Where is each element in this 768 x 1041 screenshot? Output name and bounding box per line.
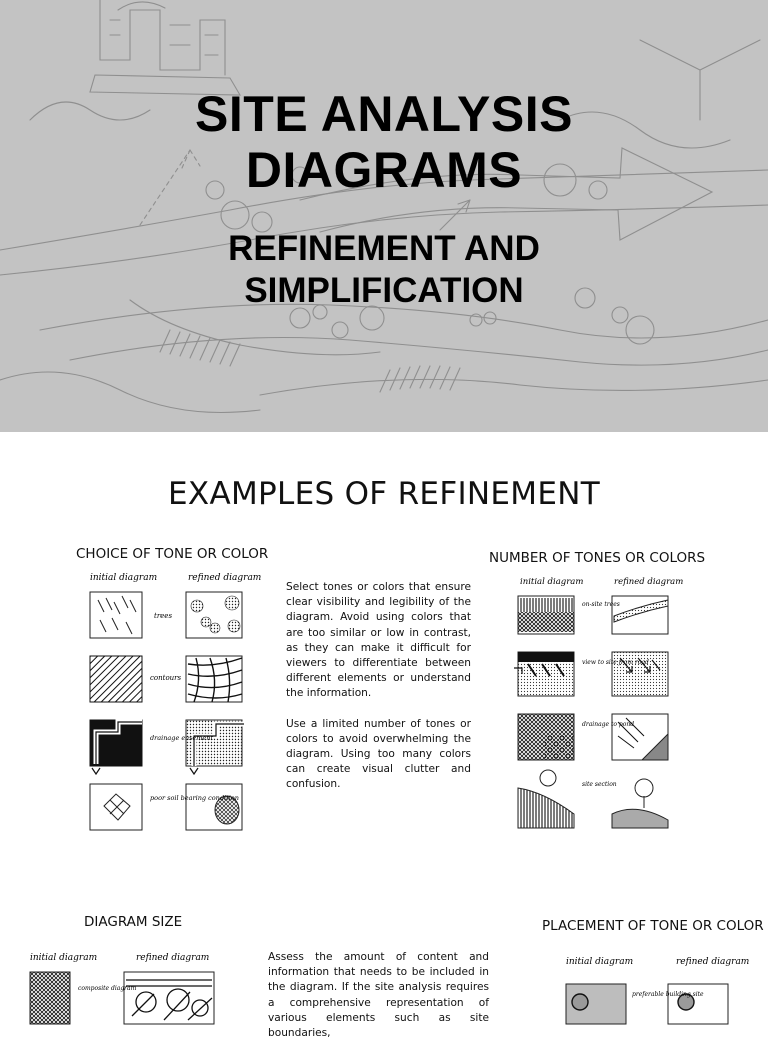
tone-number-refined-label: refined diagram <box>614 577 684 587</box>
diagram-size-initial-label: initial diagram <box>30 953 98 963</box>
cover-title-line-2: DIAGRAMS <box>245 142 523 198</box>
placement-initial-label: initial diagram <box>566 957 634 967</box>
label-composite: composite diagram <box>78 985 137 992</box>
tone-choice-refined-label: refined diagram <box>188 573 262 583</box>
label-onsite-trees: on-site trees <box>582 601 620 608</box>
tone-choice-initial-label: initial diagram <box>90 573 158 583</box>
label-drainage: drainage easement <box>150 734 214 742</box>
tone-choice-title: CHOICE OF TONE OR COLOR <box>76 546 269 562</box>
placement-refined-label: refined diagram <box>676 957 750 967</box>
examples-heading: EXAMPLES OF REFINEMENT <box>168 476 600 512</box>
site-sketch-background <box>0 0 768 432</box>
cover-title-line-1: SITE ANALYSIS <box>195 86 573 142</box>
cover-slide <box>0 0 768 432</box>
label-drainage-pond: drainage to pond <box>582 721 635 728</box>
label-view: view to site from road <box>582 659 649 666</box>
tone-number-initial-label: initial diagram <box>520 577 584 587</box>
diagram-size-paragraph: Assess the amount of content and information that needs to be included in the diagram. If the site analysis requires a comprehensive representation of various elements such as site boundaries, <box>268 951 489 1040</box>
placement-title: PLACEMENT OF TONE OR COLOR <box>542 918 764 934</box>
label-contours: contours <box>150 674 182 682</box>
label-trees: trees <box>154 612 173 620</box>
cover-subtitle-line-1: REFINEMENT AND <box>228 229 540 268</box>
examples-slide <box>0 432 768 1040</box>
tone-number-title: NUMBER OF TONES OR COLORS <box>489 550 706 566</box>
cover-subtitle <box>0 228 768 312</box>
diagram-size-refined-label: refined diagram <box>136 953 210 963</box>
cover-title <box>0 86 768 198</box>
diagram-size-title: DIAGRAM SIZE <box>84 914 183 930</box>
cover-subtitle-line-2: SIMPLIFICATION <box>244 271 524 310</box>
paragraph-visibility: Select tones or colors that ensure clear visibility and legibility of the diagram. Avoid using colors that are too similar or low in contrast, as they can make it difficult for viewers to differentiate between different elements or understand the information. <box>286 581 471 700</box>
placement-figure <box>560 954 760 1024</box>
label-site-section: site section <box>582 781 617 788</box>
tone-paragraphs <box>286 580 471 793</box>
label-soil: poor soil bearing condition <box>150 794 239 802</box>
paragraph-limited-tones: Use a limited number of tones or colors to avoid overwhelming the diagram. Using too many colors can create visual clutter and confusion. <box>286 717 471 791</box>
tone-choice-figure <box>84 570 270 838</box>
tone-number-figure <box>514 576 684 832</box>
label-preferable-site: preferable building site <box>632 991 704 998</box>
diagram-size-figure <box>28 950 228 1024</box>
